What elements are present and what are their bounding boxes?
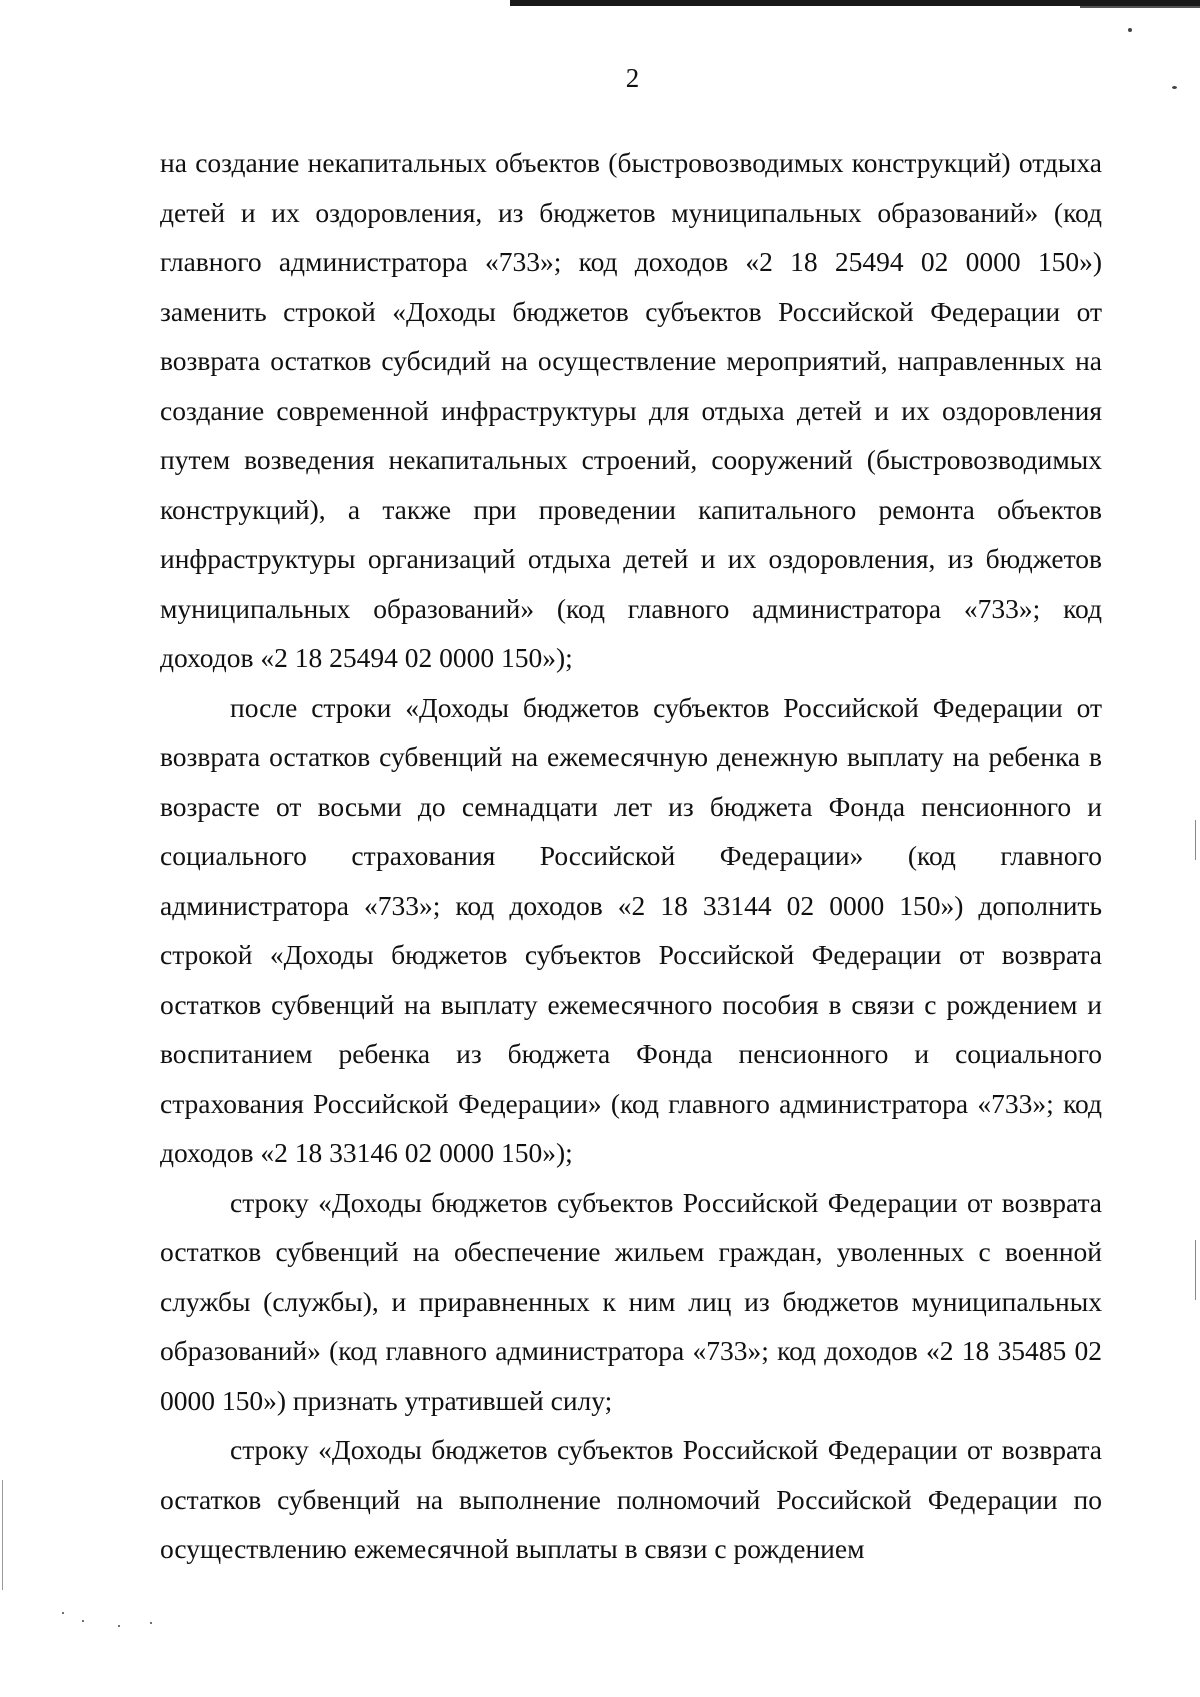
scan-right-edge-mark <box>1195 1240 1196 1300</box>
scan-speck <box>1128 28 1132 32</box>
scan-left-edge-mark <box>2 1480 3 1590</box>
document-body <box>160 138 1102 1574</box>
paragraph-continuation: на создание некапитальных объектов (быстровозводимых конструкций) отдыха детей и их оздоровления, из бюджетов муниципальных образований» (код главного администратора «733»; код доходов «2 18 25494 02 0000 150») заменить строкой «Доходы бюджетов субъектов Российской Федерации от возврата остатков субсидий на осуществление мероприятий, направленных на создание современной инфраструктуры для отдыха детей и их оздоровления путем возведения некапитальных строений, сооружений (быстровозводимых конструкций), а также при проведении капитального ремонта объектов инфраструктуры организаций отдыха детей и их оздоровления, из бюджетов муниципальных образований» (код главного администратора «733»; код доходов «2 18 25494 02 0000 150»); <box>160 147 1102 673</box>
scan-speck <box>62 1612 64 1614</box>
page-number: 2 <box>625 63 640 93</box>
paragraph-line-start: строку «Доходы бюджетов субъектов Российской Федерации от возврата остатков субвенций на выполнение полномочий Российской Федерации по осуществлению ежемесячной выплаты в связи с рождением <box>160 1434 1102 1564</box>
scan-top-border-thin <box>1080 6 1200 8</box>
paragraph-repeal-line: строку «Доходы бюджетов субъектов Российской Федерации от возврата остатков субвенций на обеспечение жильем граждан, уволенных с военной службы (службы), и приравненных к ним лиц из бюджетов муниципальных образований» (код главного администратора «733»; код доходов «2 18 35485 02 0000 150») признать утратившей силу; <box>160 1186 1102 1416</box>
scan-speck <box>150 1622 152 1624</box>
scan-speck <box>118 1625 120 1627</box>
scan-speck <box>82 1620 84 1622</box>
paragraph-add-line: после строки «Доходы бюджетов субъектов Российской Федерации от возврата остатков субвенций на ежемесячную денежную выплату на ребенка в возрасте от восьми до семнадцати лет из бюджета Фонда пенсионного и социального страхования Российской Федерации» (код главного администратора «733»; код доходов «2 18 33144 02 0000 150») дополнить строкой «Доходы бюджетов субъектов Российской Федерации от возврата остатков субвенций на выплату ежемесячного пособия в связи с рождением и воспитанием ребенка из бюджета Фонда пенсионного и социального страхования Российской Федерации» (код главного администратора «733»; код доходов «2 18 33146 02 0000 150»); <box>160 691 1102 1168</box>
scan-right-edge-mark <box>1195 820 1196 860</box>
